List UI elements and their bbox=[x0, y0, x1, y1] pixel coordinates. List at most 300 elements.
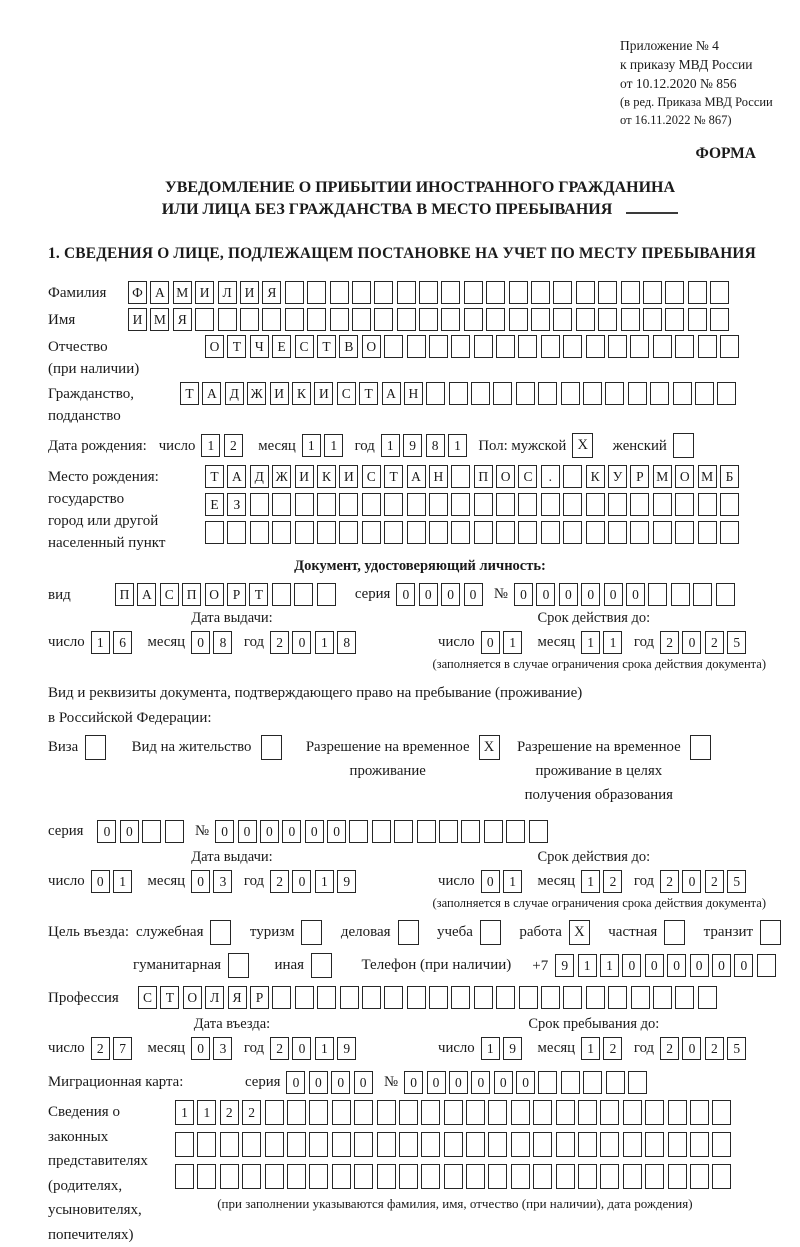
char-box[interactable] bbox=[643, 281, 662, 304]
char-box[interactable] bbox=[295, 986, 314, 1009]
char-box[interactable] bbox=[630, 335, 649, 358]
char-box[interactable] bbox=[354, 1132, 373, 1157]
char-box[interactable]: 2 bbox=[242, 1100, 261, 1125]
char-box[interactable] bbox=[653, 521, 672, 544]
char-box[interactable]: 0 bbox=[494, 1071, 513, 1094]
temp-residence-checkbox[interactable] bbox=[479, 735, 503, 760]
char-box[interactable] bbox=[339, 493, 358, 516]
char-box[interactable] bbox=[576, 308, 595, 331]
char-box[interactable]: 0 bbox=[292, 631, 311, 654]
char-box[interactable]: 0 bbox=[682, 870, 701, 893]
char-box[interactable] bbox=[227, 521, 246, 544]
char-box[interactable]: П bbox=[474, 465, 493, 488]
char-box[interactable]: 0 bbox=[481, 631, 500, 654]
char-box[interactable] bbox=[600, 1132, 619, 1157]
char-box[interactable]: 0 bbox=[645, 954, 664, 977]
char-box[interactable] bbox=[675, 986, 694, 1009]
char-box[interactable]: И bbox=[195, 281, 214, 304]
char-box[interactable] bbox=[538, 382, 557, 405]
char-box[interactable] bbox=[362, 521, 381, 544]
char-box[interactable]: Н bbox=[404, 382, 423, 405]
char-box[interactable] bbox=[600, 1164, 619, 1189]
char-box[interactable] bbox=[688, 308, 707, 331]
purpose-transit-checkbox[interactable] bbox=[760, 920, 784, 945]
char-box[interactable] bbox=[218, 308, 237, 331]
char-box[interactable]: 7 bbox=[113, 1037, 132, 1060]
char-box[interactable] bbox=[712, 1100, 731, 1125]
char-box[interactable] bbox=[488, 1164, 507, 1189]
char-box[interactable]: Т bbox=[205, 465, 224, 488]
char-box[interactable] bbox=[698, 986, 717, 1009]
char-box[interactable] bbox=[228, 953, 249, 978]
char-box[interactable]: 0 bbox=[559, 583, 578, 606]
char-box[interactable] bbox=[665, 308, 684, 331]
char-box[interactable] bbox=[563, 465, 582, 488]
char-box[interactable] bbox=[339, 521, 358, 544]
char-box[interactable]: 0 bbox=[120, 820, 139, 843]
char-box[interactable] bbox=[630, 521, 649, 544]
char-box[interactable] bbox=[352, 308, 371, 331]
char-box[interactable] bbox=[716, 583, 735, 606]
char-box[interactable] bbox=[426, 382, 445, 405]
char-box[interactable]: С bbox=[337, 382, 356, 405]
char-box[interactable] bbox=[210, 920, 231, 945]
char-box[interactable] bbox=[142, 820, 161, 843]
char-box[interactable]: 2 bbox=[270, 1037, 289, 1060]
char-box[interactable] bbox=[464, 281, 483, 304]
char-box[interactable] bbox=[586, 493, 605, 516]
char-box[interactable]: 0 bbox=[516, 1071, 535, 1094]
char-box[interactable] bbox=[586, 335, 605, 358]
char-box[interactable] bbox=[295, 521, 314, 544]
char-box[interactable]: Н bbox=[429, 465, 448, 488]
char-box[interactable] bbox=[608, 493, 627, 516]
char-box[interactable] bbox=[712, 1132, 731, 1157]
char-box[interactable]: 0 bbox=[286, 1071, 305, 1094]
char-box[interactable]: 1 bbox=[481, 1037, 500, 1060]
char-box[interactable] bbox=[630, 493, 649, 516]
char-box[interactable]: И bbox=[270, 382, 289, 405]
char-box[interactable]: 0 bbox=[712, 954, 731, 977]
char-box[interactable]: 0 bbox=[404, 1071, 423, 1094]
char-box[interactable]: С bbox=[138, 986, 157, 1009]
char-box[interactable]: Б bbox=[720, 465, 739, 488]
char-box[interactable] bbox=[398, 920, 419, 945]
char-box[interactable] bbox=[466, 1100, 485, 1125]
char-box[interactable] bbox=[519, 986, 538, 1009]
char-box[interactable] bbox=[242, 1132, 261, 1157]
char-box[interactable] bbox=[665, 281, 684, 304]
char-box[interactable]: 8 bbox=[426, 434, 445, 457]
char-box[interactable] bbox=[511, 1132, 530, 1157]
char-box[interactable] bbox=[332, 1132, 351, 1157]
char-box[interactable]: 2 bbox=[660, 870, 679, 893]
char-box[interactable] bbox=[175, 1132, 194, 1157]
char-box[interactable] bbox=[272, 583, 291, 606]
char-box[interactable]: Т bbox=[227, 335, 246, 358]
char-box[interactable]: 1 bbox=[324, 434, 343, 457]
char-box[interactable] bbox=[516, 382, 535, 405]
char-box[interactable] bbox=[220, 1132, 239, 1157]
char-box[interactable] bbox=[668, 1132, 687, 1157]
char-box[interactable] bbox=[695, 382, 714, 405]
char-box[interactable]: А bbox=[202, 382, 221, 405]
sex-female-checkbox[interactable] bbox=[673, 433, 697, 458]
char-box[interactable] bbox=[757, 954, 776, 977]
char-box[interactable]: Е bbox=[272, 335, 291, 358]
char-box[interactable] bbox=[518, 335, 537, 358]
char-box[interactable]: 2 bbox=[660, 1037, 679, 1060]
char-box[interactable] bbox=[578, 1132, 597, 1157]
char-box[interactable]: О bbox=[675, 465, 694, 488]
char-box[interactable] bbox=[645, 1164, 664, 1189]
char-box[interactable] bbox=[648, 583, 667, 606]
char-box[interactable] bbox=[480, 920, 501, 945]
char-box[interactable] bbox=[533, 1100, 552, 1125]
char-box[interactable] bbox=[631, 986, 650, 1009]
char-box[interactable]: У bbox=[608, 465, 627, 488]
char-box[interactable]: 0 bbox=[481, 870, 500, 893]
char-box[interactable] bbox=[265, 1132, 284, 1157]
char-box[interactable]: И bbox=[240, 281, 259, 304]
char-box[interactable] bbox=[496, 335, 515, 358]
char-box[interactable]: А bbox=[150, 281, 169, 304]
char-box[interactable]: К bbox=[586, 465, 605, 488]
char-box[interactable] bbox=[374, 281, 393, 304]
char-box[interactable] bbox=[518, 493, 537, 516]
char-box[interactable] bbox=[429, 521, 448, 544]
char-box[interactable] bbox=[349, 820, 368, 843]
char-box[interactable] bbox=[710, 308, 729, 331]
char-box[interactable]: 9 bbox=[403, 434, 422, 457]
char-box[interactable]: 0 bbox=[427, 1071, 446, 1094]
purpose-study-checkbox[interactable] bbox=[480, 920, 504, 945]
char-box[interactable] bbox=[712, 1164, 731, 1189]
char-box[interactable] bbox=[240, 308, 259, 331]
char-box[interactable] bbox=[261, 735, 282, 760]
char-box[interactable]: 0 bbox=[682, 631, 701, 654]
char-box[interactable] bbox=[690, 1132, 709, 1157]
char-box[interactable] bbox=[317, 493, 336, 516]
char-box[interactable] bbox=[628, 382, 647, 405]
char-box[interactable] bbox=[340, 986, 359, 1009]
purpose-work-checkbox[interactable] bbox=[569, 920, 593, 945]
char-box[interactable] bbox=[250, 493, 269, 516]
char-box[interactable]: . bbox=[541, 465, 560, 488]
char-box[interactable] bbox=[362, 986, 381, 1009]
purpose-official-checkbox[interactable] bbox=[210, 920, 234, 945]
char-box[interactable]: 0 bbox=[682, 1037, 701, 1060]
char-box[interactable] bbox=[474, 521, 493, 544]
char-box[interactable]: А bbox=[227, 465, 246, 488]
char-box[interactable] bbox=[407, 335, 426, 358]
char-box[interactable]: Л bbox=[218, 281, 237, 304]
char-box[interactable] bbox=[301, 920, 322, 945]
char-box[interactable]: 1 bbox=[503, 631, 522, 654]
char-box[interactable]: 1 bbox=[91, 631, 110, 654]
char-box[interactable]: 1 bbox=[315, 1037, 334, 1060]
char-box[interactable] bbox=[621, 281, 640, 304]
char-box[interactable] bbox=[397, 281, 416, 304]
char-box[interactable] bbox=[623, 1100, 642, 1125]
char-box[interactable] bbox=[673, 382, 692, 405]
char-box[interactable]: Ч bbox=[250, 335, 269, 358]
char-box[interactable] bbox=[449, 382, 468, 405]
char-box[interactable] bbox=[606, 1071, 625, 1094]
char-box[interactable] bbox=[352, 281, 371, 304]
char-box[interactable] bbox=[372, 820, 391, 843]
char-box[interactable] bbox=[496, 493, 515, 516]
char-box[interactable] bbox=[664, 920, 685, 945]
char-box[interactable] bbox=[474, 986, 493, 1009]
residence-permit-checkbox[interactable] bbox=[261, 735, 285, 760]
char-box[interactable] bbox=[317, 986, 336, 1009]
char-box[interactable]: 5 bbox=[727, 870, 746, 893]
char-box[interactable]: 0 bbox=[327, 820, 346, 843]
char-box[interactable]: М bbox=[150, 308, 169, 331]
char-box[interactable] bbox=[399, 1132, 418, 1157]
char-box[interactable] bbox=[165, 820, 184, 843]
char-box[interactable]: X bbox=[572, 433, 593, 458]
char-box[interactable]: К bbox=[292, 382, 311, 405]
char-box[interactable] bbox=[650, 382, 669, 405]
char-box[interactable]: 5 bbox=[727, 631, 746, 654]
edu-residence-checkbox[interactable] bbox=[690, 735, 714, 760]
char-box[interactable] bbox=[317, 521, 336, 544]
char-box[interactable] bbox=[295, 493, 314, 516]
char-box[interactable] bbox=[553, 308, 572, 331]
char-box[interactable] bbox=[439, 820, 458, 843]
char-box[interactable] bbox=[484, 820, 503, 843]
char-box[interactable]: X bbox=[479, 735, 500, 760]
char-box[interactable] bbox=[397, 308, 416, 331]
char-box[interactable]: М bbox=[653, 465, 672, 488]
char-box[interactable]: 0 bbox=[471, 1071, 490, 1094]
char-box[interactable] bbox=[421, 1164, 440, 1189]
char-box[interactable]: М bbox=[173, 281, 192, 304]
char-box[interactable] bbox=[598, 281, 617, 304]
char-box[interactable] bbox=[474, 335, 493, 358]
char-box[interactable] bbox=[541, 493, 560, 516]
char-box[interactable] bbox=[541, 521, 560, 544]
char-box[interactable] bbox=[377, 1100, 396, 1125]
char-box[interactable] bbox=[541, 335, 560, 358]
char-box[interactable]: 2 bbox=[270, 870, 289, 893]
char-box[interactable] bbox=[429, 493, 448, 516]
char-box[interactable] bbox=[698, 335, 717, 358]
char-box[interactable]: 6 bbox=[113, 631, 132, 654]
char-box[interactable]: 1 bbox=[581, 870, 600, 893]
char-box[interactable]: 0 bbox=[97, 820, 116, 843]
char-box[interactable]: X bbox=[569, 920, 590, 945]
char-box[interactable] bbox=[576, 281, 595, 304]
char-box[interactable]: 0 bbox=[419, 583, 438, 606]
char-box[interactable]: 0 bbox=[191, 870, 210, 893]
char-box[interactable]: 0 bbox=[734, 954, 753, 977]
char-box[interactable] bbox=[645, 1100, 664, 1125]
char-box[interactable]: Р bbox=[250, 986, 269, 1009]
char-box[interactable] bbox=[586, 521, 605, 544]
char-box[interactable] bbox=[250, 521, 269, 544]
char-box[interactable] bbox=[671, 583, 690, 606]
char-box[interactable] bbox=[407, 493, 426, 516]
char-box[interactable] bbox=[242, 1164, 261, 1189]
char-box[interactable] bbox=[688, 281, 707, 304]
purpose-humanitarian-checkbox[interactable] bbox=[228, 953, 252, 978]
char-box[interactable] bbox=[698, 521, 717, 544]
char-box[interactable]: 2 bbox=[705, 631, 724, 654]
char-box[interactable]: З bbox=[227, 493, 246, 516]
char-box[interactable]: Я bbox=[262, 281, 281, 304]
char-box[interactable]: Д bbox=[225, 382, 244, 405]
char-box[interactable] bbox=[451, 521, 470, 544]
char-box[interactable] bbox=[421, 1132, 440, 1157]
char-box[interactable]: 0 bbox=[215, 820, 234, 843]
char-box[interactable]: 1 bbox=[302, 434, 321, 457]
char-box[interactable] bbox=[451, 465, 470, 488]
char-box[interactable]: 8 bbox=[213, 631, 232, 654]
char-box[interactable] bbox=[693, 583, 712, 606]
char-box[interactable]: С bbox=[518, 465, 537, 488]
char-box[interactable] bbox=[556, 1100, 575, 1125]
char-box[interactable]: Р bbox=[227, 583, 246, 606]
visa-checkbox[interactable] bbox=[85, 735, 109, 760]
char-box[interactable]: А bbox=[137, 583, 156, 606]
char-box[interactable]: 1 bbox=[175, 1100, 194, 1125]
char-box[interactable]: 1 bbox=[603, 631, 622, 654]
char-box[interactable]: 1 bbox=[315, 870, 334, 893]
char-box[interactable] bbox=[561, 1071, 580, 1094]
char-box[interactable] bbox=[653, 493, 672, 516]
char-box[interactable]: И bbox=[314, 382, 333, 405]
char-box[interactable]: 0 bbox=[331, 1071, 350, 1094]
char-box[interactable] bbox=[720, 493, 739, 516]
char-box[interactable]: 1 bbox=[381, 434, 400, 457]
char-box[interactable]: 9 bbox=[337, 1037, 356, 1060]
char-box[interactable] bbox=[533, 1164, 552, 1189]
char-box[interactable] bbox=[486, 308, 505, 331]
char-box[interactable] bbox=[471, 382, 490, 405]
char-box[interactable]: П bbox=[115, 583, 134, 606]
char-box[interactable] bbox=[384, 335, 403, 358]
char-box[interactable] bbox=[675, 521, 694, 544]
char-box[interactable]: 0 bbox=[354, 1071, 373, 1094]
char-box[interactable] bbox=[466, 1164, 485, 1189]
char-box[interactable] bbox=[220, 1164, 239, 1189]
char-box[interactable] bbox=[311, 953, 332, 978]
char-box[interactable] bbox=[195, 308, 214, 331]
char-box[interactable] bbox=[444, 1100, 463, 1125]
char-box[interactable]: 2 bbox=[220, 1100, 239, 1125]
char-box[interactable]: 0 bbox=[441, 583, 460, 606]
char-box[interactable] bbox=[621, 308, 640, 331]
char-box[interactable] bbox=[586, 986, 605, 1009]
char-box[interactable]: 0 bbox=[191, 1037, 210, 1060]
char-box[interactable] bbox=[419, 308, 438, 331]
char-box[interactable] bbox=[541, 986, 560, 1009]
char-box[interactable] bbox=[354, 1164, 373, 1189]
char-box[interactable]: Ж bbox=[247, 382, 266, 405]
char-box[interactable] bbox=[464, 308, 483, 331]
char-box[interactable]: О bbox=[205, 335, 224, 358]
char-box[interactable]: А bbox=[382, 382, 401, 405]
char-box[interactable] bbox=[760, 920, 781, 945]
char-box[interactable]: Т bbox=[249, 583, 268, 606]
char-box[interactable]: 0 bbox=[536, 583, 555, 606]
char-box[interactable]: 1 bbox=[578, 954, 597, 977]
char-box[interactable]: 0 bbox=[292, 870, 311, 893]
char-box[interactable] bbox=[330, 308, 349, 331]
char-box[interactable] bbox=[668, 1100, 687, 1125]
char-box[interactable] bbox=[197, 1164, 216, 1189]
char-box[interactable] bbox=[496, 986, 515, 1009]
char-box[interactable] bbox=[461, 820, 480, 843]
char-box[interactable] bbox=[509, 281, 528, 304]
char-box[interactable]: О bbox=[205, 583, 224, 606]
char-box[interactable]: О bbox=[183, 986, 202, 1009]
char-box[interactable]: 2 bbox=[603, 1037, 622, 1060]
char-box[interactable] bbox=[563, 335, 582, 358]
sex-male-checkbox[interactable] bbox=[572, 433, 596, 458]
char-box[interactable] bbox=[362, 493, 381, 516]
char-box[interactable] bbox=[287, 1132, 306, 1157]
char-box[interactable] bbox=[690, 1100, 709, 1125]
char-box[interactable] bbox=[384, 493, 403, 516]
char-box[interactable] bbox=[265, 1100, 284, 1125]
char-box[interactable] bbox=[488, 1100, 507, 1125]
char-box[interactable]: 0 bbox=[464, 583, 483, 606]
char-box[interactable] bbox=[441, 308, 460, 331]
char-box[interactable] bbox=[394, 820, 413, 843]
char-box[interactable]: О bbox=[362, 335, 381, 358]
char-box[interactable]: 1 bbox=[503, 870, 522, 893]
char-box[interactable]: 0 bbox=[191, 631, 210, 654]
char-box[interactable] bbox=[643, 308, 662, 331]
char-box[interactable] bbox=[578, 1164, 597, 1189]
char-box[interactable] bbox=[563, 493, 582, 516]
char-box[interactable] bbox=[451, 493, 470, 516]
char-box[interactable] bbox=[698, 493, 717, 516]
char-box[interactable] bbox=[429, 986, 448, 1009]
char-box[interactable]: И bbox=[339, 465, 358, 488]
char-box[interactable] bbox=[561, 382, 580, 405]
char-box[interactable] bbox=[287, 1164, 306, 1189]
char-box[interactable] bbox=[556, 1164, 575, 1189]
char-box[interactable]: 0 bbox=[238, 820, 257, 843]
char-box[interactable]: 0 bbox=[292, 1037, 311, 1060]
char-box[interactable]: С bbox=[362, 465, 381, 488]
char-box[interactable] bbox=[451, 986, 470, 1009]
char-box[interactable]: Т bbox=[384, 465, 403, 488]
char-box[interactable] bbox=[668, 1164, 687, 1189]
char-box[interactable]: Я bbox=[173, 308, 192, 331]
char-box[interactable]: 2 bbox=[603, 870, 622, 893]
char-box[interactable] bbox=[474, 493, 493, 516]
char-box[interactable] bbox=[628, 1071, 647, 1094]
char-box[interactable] bbox=[285, 281, 304, 304]
char-box[interactable] bbox=[653, 986, 672, 1009]
char-box[interactable] bbox=[556, 1132, 575, 1157]
char-box[interactable] bbox=[578, 1100, 597, 1125]
char-box[interactable] bbox=[509, 308, 528, 331]
char-box[interactable] bbox=[262, 308, 281, 331]
char-box[interactable]: 2 bbox=[224, 434, 243, 457]
char-box[interactable] bbox=[407, 986, 426, 1009]
char-box[interactable] bbox=[531, 281, 550, 304]
char-box[interactable] bbox=[265, 1164, 284, 1189]
purpose-business-checkbox[interactable] bbox=[398, 920, 422, 945]
char-box[interactable]: Т bbox=[359, 382, 378, 405]
